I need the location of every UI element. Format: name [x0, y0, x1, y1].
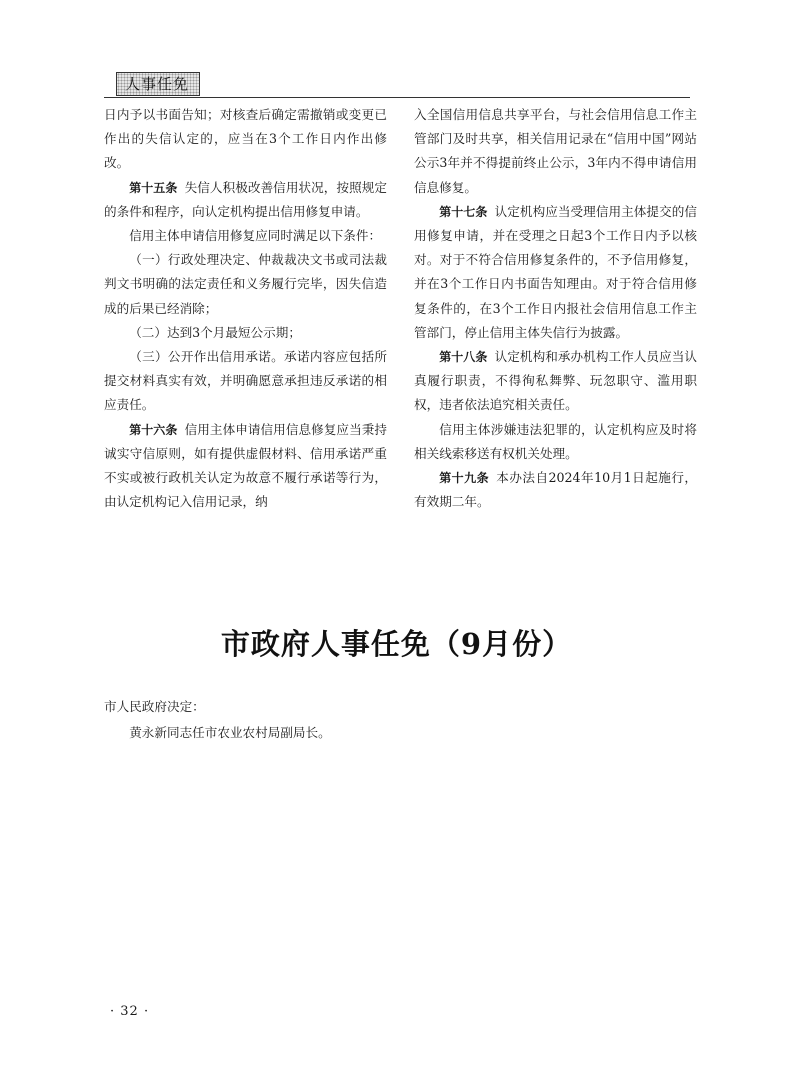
paragraph: 日内予以书面告知；对核查后确定需撤销或变更已作出的失信认定的，应当在3个工作日内作出修改。	[104, 107, 387, 171]
article-text: 认定机构应当受理信用主体提交的信用修复申请，并在受理之日起3个工作日内予以核对。对于不符合信用修复条件的，不予信用修复，并在3个工作日内书面告知理由。对于符合信用修复条件的，在3个工作日内报社会信用信息工作主管部门，停止信用主体失信行为披露。	[414, 203, 697, 340]
paragraph: 信用主体涉嫌违法犯罪的，认定机构应及时将相关线索移送有权机关处理。	[414, 421, 697, 461]
page-number: · 32 ·	[110, 1004, 150, 1019]
header-divider	[104, 97, 690, 98]
decision-intro: 市人民政府决定：	[104, 699, 205, 714]
article-text: 认定机构和承办机构工作人员应当认真履行职责，不得徇私舞弊、玩忽职守、滥用职权，违者依法追究相关责任。	[414, 349, 697, 413]
paragraph: 信用主体申请信用修复应同时满足以下条件：	[129, 228, 382, 244]
left-column	[104, 103, 387, 514]
article-text: 失信人积极改善信用状况，按照规定的条件和程序，向认定机构提出信用修复申请。	[104, 179, 387, 219]
condition-item: （二）达到3个月最短公示期；	[129, 324, 301, 340]
article-15	[104, 176, 387, 224]
article-number: 第十八条	[439, 350, 488, 365]
article-number: 第十五条	[129, 180, 178, 195]
condition-item: （一）行政处理决定、仲裁裁决文书或司法裁判文书明确的法定责任和义务履行完毕，因失信造成的后果已经消除；	[104, 252, 387, 316]
article-number: 第十六条	[129, 422, 178, 437]
right-column	[414, 103, 697, 514]
paragraph: 入全国信用信息共享平台，与社会信用信息工作主管部门及时共享，相关信用记录在“信用中国”网站公示3年并不得提前终止公示，3年内不得申请信用信息修复。	[414, 107, 697, 195]
article-number: 第十七条	[439, 204, 488, 219]
appointment-title: 市政府人事任免（9月份）	[220, 627, 573, 661]
appointment-item: 黄永新同志任市农业农村局副局长。	[129, 725, 331, 740]
article-18	[414, 345, 697, 418]
section-tag: 人事任免	[116, 72, 200, 96]
article-16	[104, 418, 387, 515]
article-text: 信用主体申请信用信息修复应当秉持诚实守信原则，如有提供虚假材料、信用承诺严重不实或被行政机关认定为故意不履行承诺等行为，由认定机构记入信用记录，纳	[104, 421, 387, 510]
condition-item: （三）公开作出信用承诺。承诺内容应包括所提交材料真实有效，并明确愿意承担违反承诺的相应责任。	[104, 349, 387, 413]
appointment-body	[104, 694, 690, 746]
article-17	[414, 200, 697, 345]
article-text: 本办法自2024年10月1日起施行，有效期二年。	[414, 470, 697, 510]
article-19	[414, 466, 697, 514]
article-number: 第十九条	[439, 471, 490, 486]
